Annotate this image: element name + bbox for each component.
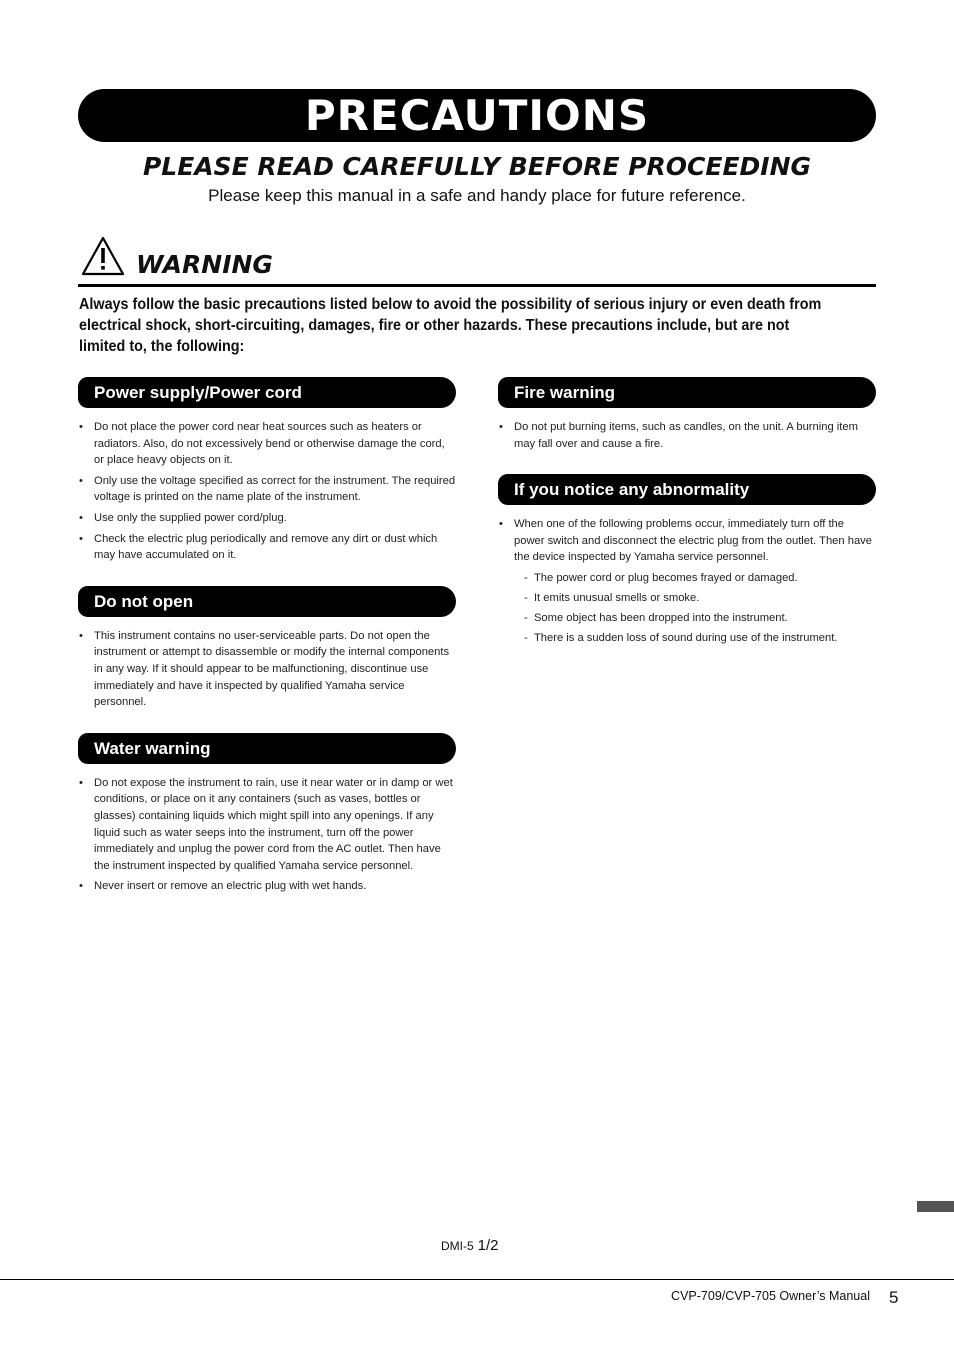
list-item: • Do not expose the instrument to rain, use it near water or in damp or wet conditions, or place on it any containers (such as vases, bottles or glasses) containing liquids which might spill into any openings. If any liquid such as water seeps into the instrument, turn off the power immediately and unplug the power cord from the AC outlet. Then have the instrument inspected by qualified Yamaha service personnel. xyxy=(79,776,453,872)
sub-list-item: - Some object has been dropped into the instrument. xyxy=(524,612,788,625)
document-code xyxy=(441,1237,499,1255)
section-power-supply xyxy=(78,377,456,564)
list-item: • When one of the following problems occur, immediately turn off the power switch and disconnect the electric plug from the outlet. Then have the device inspected by Yamaha service personnel. - The power cord or plug becomes frayed or damaged. - It emits unusual smells or smoke. - Some object has been dropped into the instrument. - There is a sudden loss of sound during use of the instrument. xyxy=(498,516,876,647)
warning-heading: WARNING xyxy=(136,250,273,279)
section-heading: Do not open xyxy=(78,586,456,617)
sub-list-item: - It emits unusual smells or smoke. xyxy=(524,592,700,605)
section-heading: Fire warning xyxy=(498,377,876,408)
right-column xyxy=(498,377,876,669)
section-do-not-open xyxy=(78,586,456,711)
list-item: • Do not put burning items, such as candles, on the unit. A burning item may fall over and cause a fire. xyxy=(499,421,858,450)
page-fraction: 1/2 xyxy=(477,1237,499,1254)
section-fire-warning xyxy=(498,377,876,452)
list-item: • Only use the voltage specified as correct for the instrument. The required voltage is printed on the name plate of the instrument. xyxy=(79,474,456,504)
dmi-code: DMI-5 xyxy=(441,1239,474,1253)
section-heading: Power supply/Power cord xyxy=(78,377,456,408)
section-water-warning xyxy=(78,733,456,895)
sub-list-item: - The power cord or plug becomes frayed or damaged. xyxy=(524,571,798,584)
section-abnormality xyxy=(498,474,876,647)
warning-intro: Always follow the basic precautions listed below to avoid the possibility of serious injury or even death from electrical shock, short-circuiting, damages, fire or other hazards. These precautions include, but are not limited to, the following: xyxy=(79,296,822,355)
page-subtitle: PLEASE READ CAREFULLY BEFORE PROCEEDING xyxy=(142,152,812,181)
sub-list-item: - There is a sudden loss of sound during use of the instrument. xyxy=(524,632,838,645)
list-item: • Do not place the power cord near heat sources such as heaters or radiators. Also, do not excessively bend or otherwise damage the cord, or place heavy objects on it. xyxy=(79,421,445,467)
chapter-tab-marker xyxy=(917,1201,954,1212)
warning-divider xyxy=(78,284,876,287)
list-item: • This instrument contains no user-serviceable parts. Do not open the instrument or attempt to disassemble or modify the internal components in any way. If it should appear to be malfunctioning, discontinue use immediately and have it inspected by qualified Yamaha service personnel. xyxy=(79,629,450,709)
page-title: PRECAUTIONS xyxy=(78,89,876,142)
section-heading: Water warning xyxy=(78,733,456,764)
section-heading: If you notice any abnormality xyxy=(498,474,876,505)
left-column xyxy=(78,377,456,917)
footer-divider xyxy=(0,1279,954,1280)
list-item: • Check the electric plug periodically and remove any dirt or dust which may have accumulated on it. xyxy=(79,532,438,562)
list-item: • Never insert or remove an electric plug with wet hands. xyxy=(79,880,367,893)
page-number: 5 xyxy=(889,1288,899,1307)
keep-manual-note: Please keep this manual in a safe and handy place for future reference. xyxy=(208,186,746,205)
warning-triangle-icon xyxy=(81,236,125,276)
list-item: • Use only the supplied power cord/plug. xyxy=(79,511,287,524)
manual-name: CVP-709/CVP-705 Owner’s Manual xyxy=(671,1289,870,1303)
